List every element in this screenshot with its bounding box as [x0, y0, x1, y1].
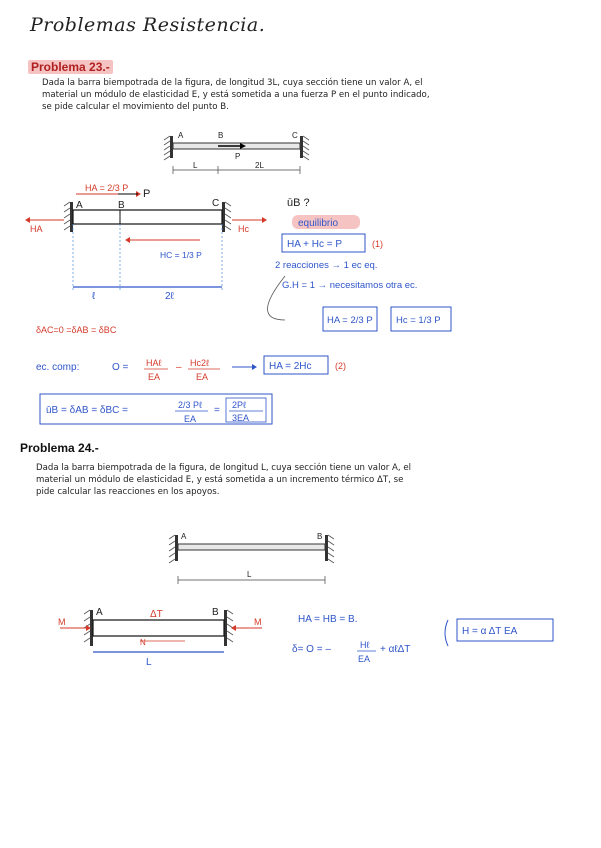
dim-L: L — [193, 161, 198, 170]
hw-m-left: M — [58, 617, 66, 627]
hw-ub-eq: ūB = δAB = δBC = — [46, 405, 129, 416]
dim-L: L — [247, 570, 252, 579]
hw-n: N — [140, 638, 146, 647]
hw-frac1-den: EA — [148, 372, 161, 382]
hw-frac4-den: 3EA — [232, 413, 250, 423]
problem-24-figure — [165, 525, 345, 595]
hw-label-a: A — [96, 607, 103, 618]
dim-2L: 2L — [255, 161, 264, 170]
hw-hc-mid: HC = 1/3 P — [160, 250, 202, 260]
left-hatch — [164, 136, 170, 160]
problem-24-title: Problema 24.- — [20, 441, 99, 455]
hw-label-b: B — [212, 607, 219, 618]
hw-result: H = α ΔT EA — [462, 626, 518, 637]
label-A: A — [178, 131, 184, 140]
hw-eq2-tag: (2) — [335, 361, 346, 371]
statement-line: pide calcular las reacciones en los apoyos. — [36, 487, 220, 497]
hw-label-a: A — [76, 200, 83, 211]
hw-frac2-num: Hc2ℓ — [190, 358, 209, 368]
hw-frac2-den: EA — [196, 372, 209, 382]
hw-frac3-den: EA — [184, 414, 197, 424]
hw-gh: G.H = 1 → necesitamos otra ec. — [282, 280, 418, 291]
hw-ub-question: ūB ? — [287, 197, 310, 209]
hw-equilibrio: equilibrio — [298, 218, 339, 229]
hw-reaction-hc: Hc — [238, 224, 249, 234]
problem-24-solution — [0, 598, 601, 678]
label-B: B — [317, 532, 323, 541]
hw-frac4-num: 2Pℓ — [232, 400, 246, 410]
problem-23-title: Problema 23.- — [28, 60, 113, 74]
hw-res-hc: Hc = 1/3 P — [396, 315, 441, 326]
hw-len-l: ℓ — [92, 291, 96, 302]
hw-eq1-tag: (1) — [372, 239, 383, 249]
hw-len-2l: 2ℓ — [165, 291, 174, 302]
hw-comp-lhs: O = — [112, 362, 129, 373]
hw-frac-num: Hℓ — [360, 640, 370, 650]
hw-res-ha2: HA = 2Hc — [269, 361, 312, 372]
note-force-p: P — [143, 188, 151, 200]
label-B: B — [218, 131, 224, 140]
hw-delta-t: ΔT — [150, 609, 163, 620]
label-C: C — [292, 131, 298, 140]
problem-24-statement — [36, 462, 566, 498]
hw-res-ha: HA = 2/3 P — [327, 315, 373, 326]
hw-len-l: L — [146, 657, 152, 668]
hw-bar — [73, 210, 222, 224]
hw-compat: δAC=0 =δAB = δBC — [36, 325, 117, 335]
problem-23-statement — [42, 77, 562, 113]
hw-label-c: C — [212, 198, 220, 209]
label-A: A — [181, 532, 187, 541]
hw-sigma-rhs: + αℓΔT — [380, 644, 411, 655]
statement-line: material un módulo de elasticidad E, y está sometida a una fuerza P en el punto indicado, — [42, 90, 430, 100]
hw-frac3-num: 2/3 Pℓ — [178, 400, 202, 410]
label-P: P — [235, 152, 241, 161]
problem-23-solution — [0, 170, 601, 440]
hw-bar — [93, 620, 224, 636]
hw-frac1-num: HAℓ — [146, 358, 162, 368]
hw-reacciones: 2 reacciones → 1 ec eq. — [275, 260, 378, 271]
bar — [178, 544, 325, 550]
hw-label-b: B — [118, 200, 125, 211]
right-hatch — [303, 136, 309, 160]
hw-eq1: HA + Hc = P — [287, 239, 343, 250]
statement-line: se pide calcular el movimiento del punto B. — [42, 102, 229, 112]
hw-equals: = — [214, 405, 220, 416]
hw-sigma-lhs: δ= O = – — [292, 644, 331, 655]
hw-reaction-ha: HA — [30, 224, 43, 234]
hw-frac-den: EA — [358, 654, 371, 664]
statement-line: Dada la barra biempotrada de la figura, de longitud L, cuya sección tiene un valor A, el — [36, 463, 411, 473]
hw-ec-comp: ec. comp: — [36, 362, 80, 373]
statement-line: Dada la barra biempotrada de la figura, de longitud 3L, cuya sección tiene un valor A, el — [42, 78, 423, 88]
page-title: Problemas Resistencia. — [30, 14, 266, 36]
hw-h-eq: HA = HB = B. — [298, 614, 358, 625]
note-ha-top: HA = 2/3 P — [85, 183, 129, 193]
hw-minus: – — [176, 362, 182, 373]
hw-m-right: M — [254, 617, 262, 627]
statement-line: material un módulo de elasticidad E, y está sometida a un incremento térmico ΔT, se — [36, 475, 404, 485]
